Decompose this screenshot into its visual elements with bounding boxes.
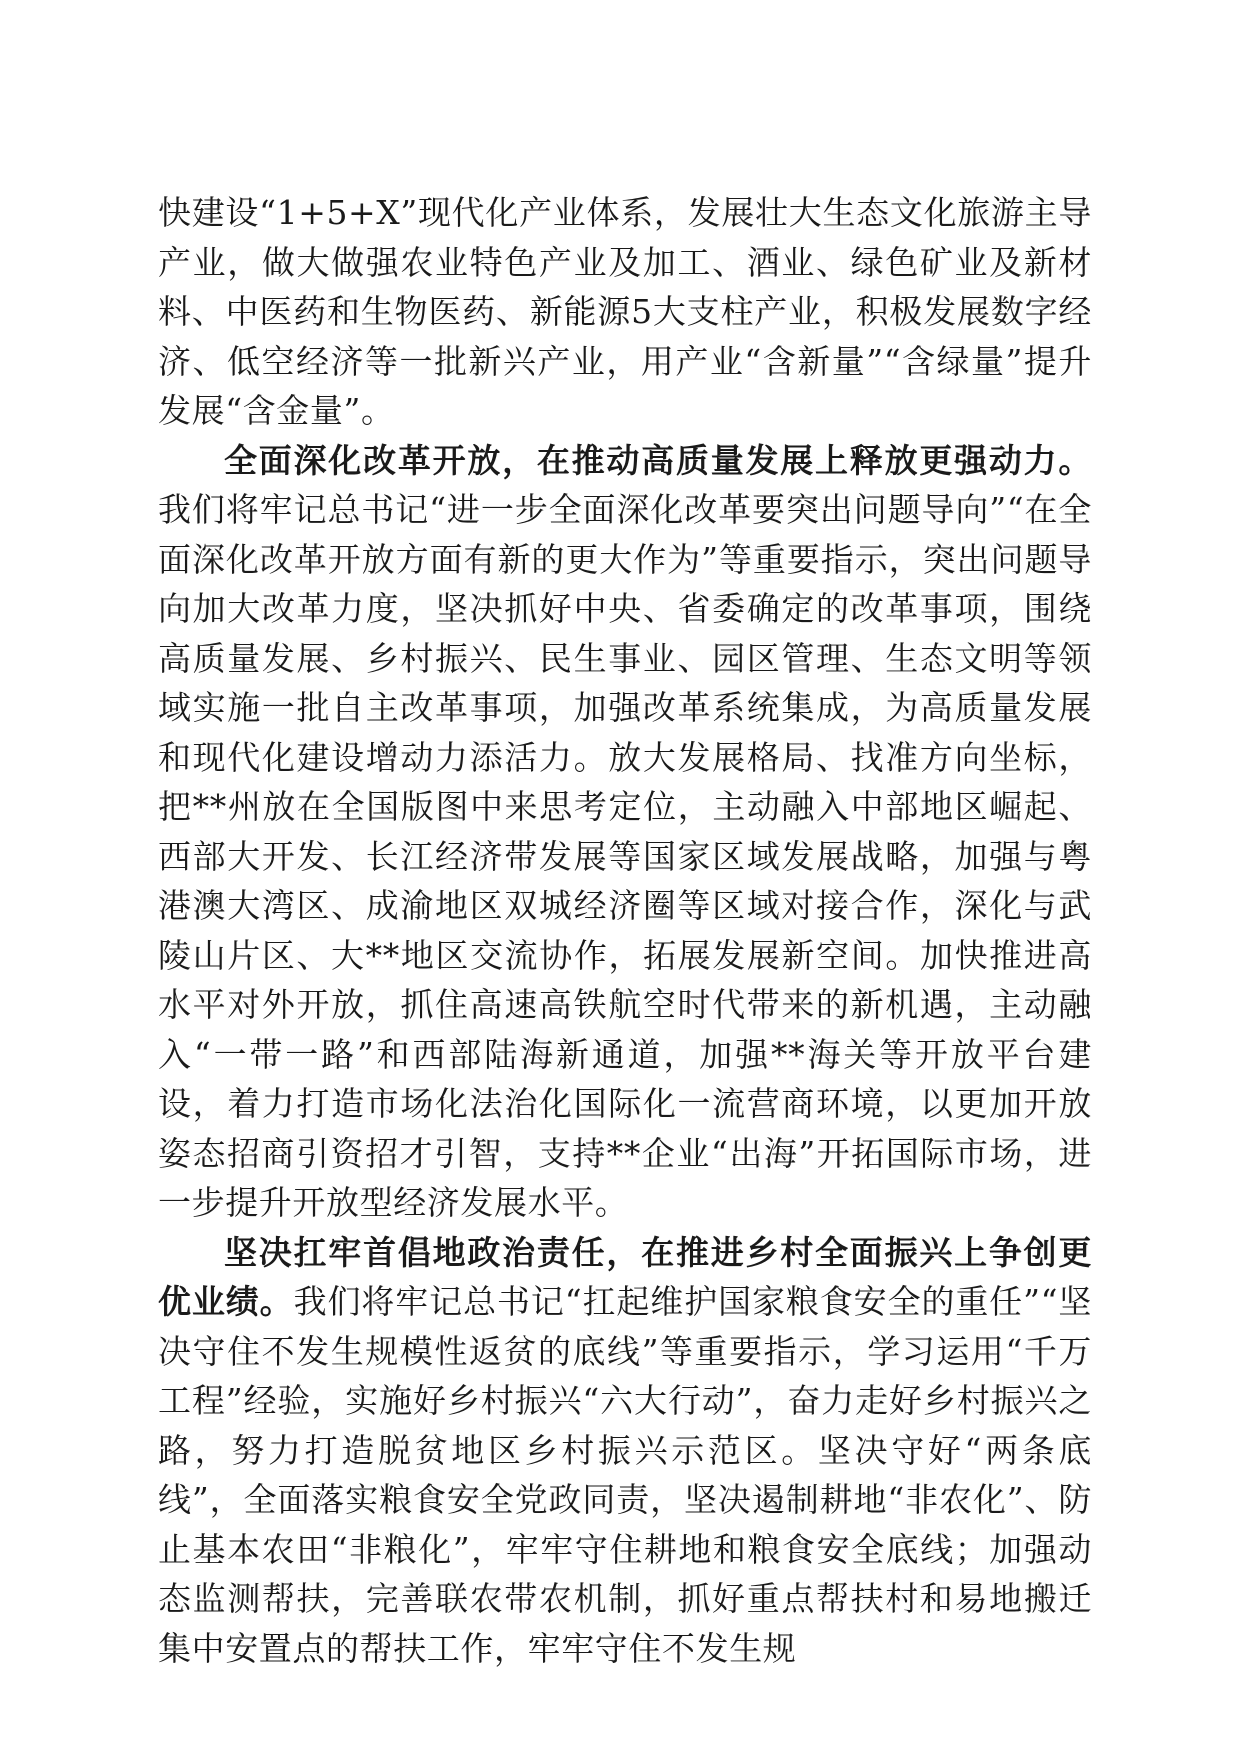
paragraph-2 bbox=[158, 436, 1092, 1228]
paragraph-3-text: 我们将牢记总书记“扛起维护国家粮食安全的重任”“坚决守住不发生规模性返贫的底线”等重要指示，学习运用“千万工程”经验，实施好乡村振兴“六大行动”，奋力走好乡村振兴之路，努力打造脱贫地区乡村振兴示范区。坚决守好“两条底线”，全面落实粮食安全党政同责，坚决遏制耕地“非农化”、防止基本农田“非粮化”，牢牢守住耕地和粮食安全底线；加强动态监测帮扶，完善联农带农机制，抓好重点帮扶村和易地搬迁集中安置点的帮扶工作，牢牢守住不发生规 bbox=[158, 1282, 1092, 1668]
paragraph-3-heading: 坚决扛牢首倡地政治责任，在推进乡村全面振兴上争创更优业绩。 bbox=[158, 1232, 1092, 1321]
paragraph-3 bbox=[158, 1228, 1092, 1674]
paragraph-2-text: 我们将牢记总书记“进一步全面深化改革要突出问题导向”“在全面深化改革开放方面有新的更大作为”等重要指示，突出问题导向加大改革力度，坚决抓好中央、省委确定的改革事项，围绕高质量发展、乡村振兴、民生事业、园区管理、生态文明等领域实施一批自主改革事项，加强改革系统集成，为高质量发展和现代化建设增动力添活力。放大发展格局、找准方向坐标，把**州放在全国版图中来思考定位，主动融入中部地区崛起、西部大开发、长江经济带发展等国家区域发展战略，加强与粤港澳大湾区、成渝地区双城经济圈等区域对接合作，深化与武陵山片区、大**地区交流协作，拓展发展新空间。加快推进高水平对外开放，抓住高速高铁航空时代带来的新机遇，主动融入“一带一路”和西部陆海新通道，加强**海关等开放平台建设，着力打造市场化法治化国际化一流营商环境，以更加开放姿态招商引资招才引智，支持**企业“出海”开拓国际市场，进一步提升开放型经济发展水平。 bbox=[158, 490, 1092, 1222]
body-text bbox=[158, 188, 1092, 1673]
paragraph-1-text: 快建设“1+5+X”现代化产业体系，发展壮大生态文化旅游主导产业，做大做强农业特色产业及加工、酒业、绿色矿业及新材料、中医药和生物医药、新能源5大支柱产业，积极发展数字经济、低空经济等一批新兴产业，用产业“含新量”“含绿量”提升发展“含金量”。 bbox=[158, 193, 1092, 430]
paragraph-1 bbox=[158, 188, 1092, 436]
paragraph-2-heading: 全面深化改革开放，在推动高质量发展上释放更强动力。 bbox=[224, 440, 1092, 480]
